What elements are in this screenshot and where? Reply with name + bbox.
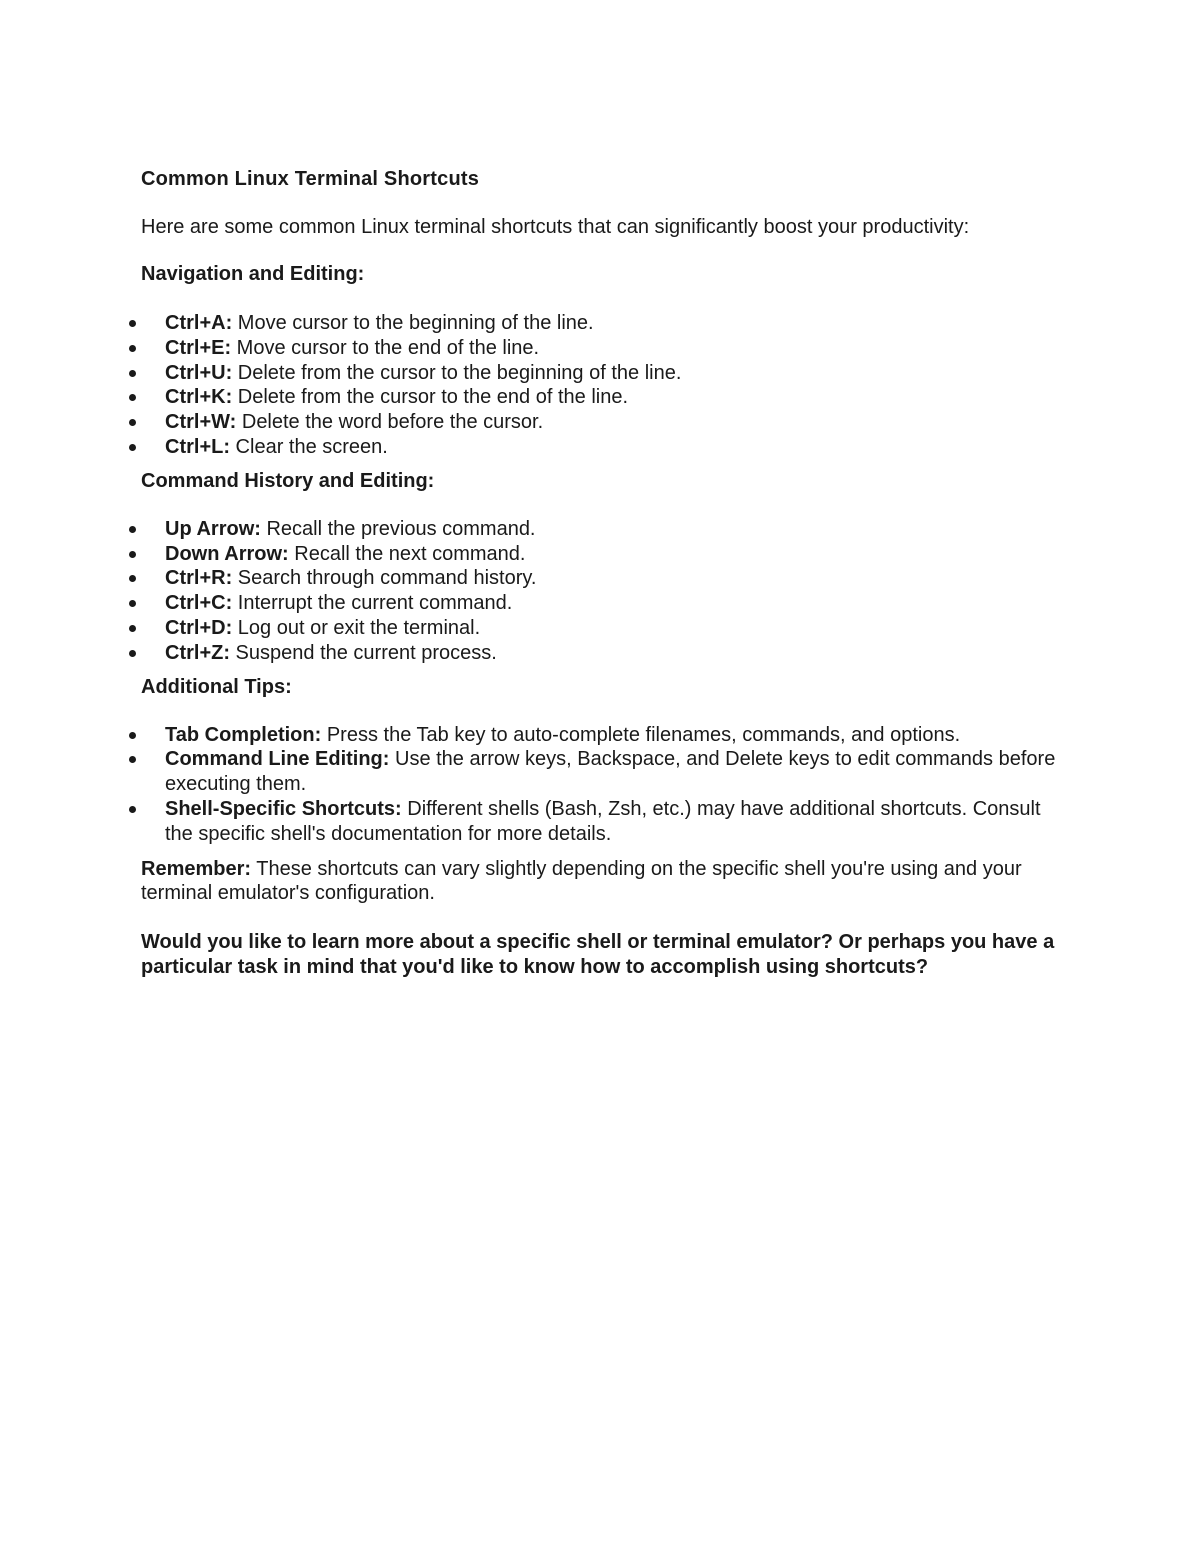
list-item [141, 336, 1071, 361]
shortcut-key: Ctrl+L: [165, 435, 230, 458]
bullet-icon [129, 444, 136, 451]
tip-description: Use the arrow keys, Backspace, and Delete keys to edit commands before executing them. [165, 748, 1056, 796]
shortcut-key: Ctrl+K: [165, 386, 233, 409]
tip-description: Different shells (Bash, Zsh, etc.) may have additional shortcuts. Consult the specific shell's documentation for more details. [165, 797, 1041, 845]
bullet-icon [129, 345, 136, 352]
list-item [141, 517, 1071, 542]
tips-list [141, 723, 1071, 847]
list-item [141, 566, 1071, 591]
section-heading-navigation: Navigation and Editing: [141, 263, 365, 285]
shortcut-description: Recall the next command. [288, 542, 526, 565]
bullet-icon [129, 650, 136, 657]
shortcut-description: Delete from the cursor to the beginning of the line. [232, 361, 682, 384]
shortcut-key: Ctrl+Z: [165, 641, 230, 664]
bullet-icon [129, 320, 136, 327]
list-item [141, 361, 1071, 386]
bullet-icon [129, 756, 136, 763]
shortcut-description: Interrupt the current command. [232, 592, 513, 615]
bullet-icon [129, 370, 136, 377]
shortcut-key: Ctrl+W: [165, 411, 237, 434]
shortcut-key: Ctrl+R: [165, 567, 233, 590]
bullet-icon [129, 575, 136, 582]
list-item [141, 797, 1071, 847]
list-item [141, 616, 1071, 641]
shortcut-description: Search through command history. [232, 567, 537, 590]
bullet-icon [129, 600, 136, 607]
document-title: Common Linux Terminal Shortcuts [141, 168, 480, 190]
list-item [141, 641, 1071, 666]
tip-key: Tab Completion: [165, 723, 322, 746]
bullet-icon [129, 551, 136, 558]
shortcut-key: Ctrl+A: [165, 312, 233, 334]
section-heading-additional-tips: Additional Tips: [141, 675, 292, 698]
shortcut-key: Ctrl+U: [165, 361, 233, 384]
shortcut-description: Clear the screen. [230, 435, 388, 458]
tip-key: Command Line Editing: [165, 748, 390, 771]
list-item [141, 591, 1071, 616]
list-item [141, 747, 1071, 797]
list-item [141, 723, 1071, 748]
remember-label: Remember: [141, 857, 252, 880]
bullet-icon [129, 394, 136, 401]
list-item [141, 311, 1071, 336]
remember-note [141, 857, 1071, 907]
bullet-icon [129, 526, 136, 533]
section-heading-command-history: Command History and Editing: [141, 469, 435, 492]
bullet-icon [129, 806, 136, 813]
shortcut-key: Ctrl+D: [165, 616, 233, 639]
list-item [141, 410, 1071, 435]
shortcut-description: Delete the word before the cursor. [236, 411, 544, 434]
shortcut-list-command-history [141, 517, 1071, 666]
intro-paragraph: Here are some common Linux terminal shortcuts that can significantly boost your productivity: [141, 216, 970, 238]
closing-question: Would you like to learn more about a specific shell or terminal emulator? Or perhaps you have a particular task in mind that you'd like to know how to accomplish using shortcuts? [141, 931, 1055, 979]
document-page [141, 166, 1071, 980]
remember-text: These shortcuts can vary slightly depending on the specific shell you're using and your terminal emulator's configuration. [141, 857, 1022, 905]
shortcut-description: Move cursor to the end of the line. [231, 336, 540, 359]
list-item [141, 542, 1071, 567]
shortcut-description: Log out or exit the terminal. [232, 616, 481, 639]
tip-key: Shell-Specific Shortcuts: [165, 797, 402, 820]
list-item [141, 385, 1071, 410]
shortcut-description: Move cursor to the beginning of the line. [232, 312, 594, 334]
shortcut-list-navigation [141, 311, 1071, 460]
shortcut-key: Ctrl+E: [165, 336, 232, 359]
shortcut-description: Recall the previous command. [260, 517, 536, 540]
bullet-icon [129, 732, 136, 739]
bullet-icon [129, 419, 136, 426]
shortcut-description: Delete from the cursor to the end of the line. [232, 386, 629, 409]
bullet-icon [129, 625, 136, 632]
shortcut-description: Suspend the current process. [230, 641, 497, 664]
list-item [141, 435, 1071, 460]
shortcut-key: Up Arrow: [165, 517, 261, 540]
tip-description: Press the Tab key to auto-complete filenames, commands, and options. [321, 723, 961, 746]
shortcut-key: Ctrl+C: [165, 592, 233, 615]
shortcut-key: Down Arrow: [165, 542, 289, 565]
